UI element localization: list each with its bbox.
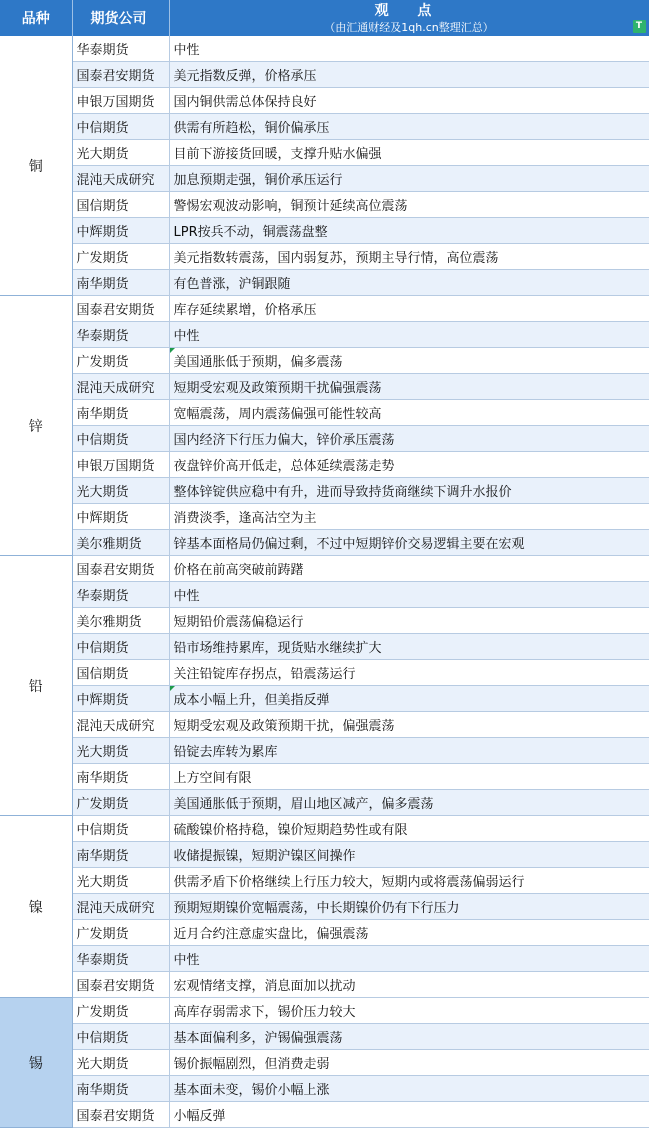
company-cell: 南华期货 bbox=[72, 842, 169, 868]
view-cell: 价格在前高突破前踌躇 bbox=[169, 556, 649, 582]
company-cell: 混沌天成研究 bbox=[72, 374, 169, 400]
table-row bbox=[0, 88, 649, 114]
company-cell: 南华期货 bbox=[72, 400, 169, 426]
company-cell: 中辉期货 bbox=[72, 218, 169, 244]
view-cell: 成本小幅上升，但美指反弹 bbox=[169, 686, 649, 712]
view-cell: LPR按兵不动，铜震荡盘整 bbox=[169, 218, 649, 244]
header-company: 期货公司 bbox=[72, 0, 169, 36]
company-cell: 广发期货 bbox=[72, 998, 169, 1024]
view-cell: 供需有所趋松，铜价偏承压 bbox=[169, 114, 649, 140]
table-row bbox=[0, 1102, 649, 1128]
company-cell: 国泰君安期货 bbox=[72, 296, 169, 322]
table-row bbox=[0, 842, 649, 868]
category-cell: 铅 bbox=[0, 556, 72, 816]
view-cell: 国内铜供需总体保持良好 bbox=[169, 88, 649, 114]
company-cell: 光大期货 bbox=[72, 868, 169, 894]
view-cell: 中性 bbox=[169, 582, 649, 608]
table-row bbox=[0, 478, 649, 504]
table-row bbox=[0, 920, 649, 946]
company-cell: 混沌天成研究 bbox=[72, 712, 169, 738]
view-cell: 中性 bbox=[169, 946, 649, 972]
table-row bbox=[0, 946, 649, 972]
view-cell: 上方空间有限 bbox=[169, 764, 649, 790]
company-cell: 中信期货 bbox=[72, 1024, 169, 1050]
view-cell: 库存延续累增，价格承压 bbox=[169, 296, 649, 322]
company-cell: 美尔雅期货 bbox=[72, 608, 169, 634]
table-row bbox=[0, 608, 649, 634]
view-cell: 预期短期镍价宽幅震荡，中长期镍价仍有下行压力 bbox=[169, 894, 649, 920]
table-row bbox=[0, 504, 649, 530]
view-cell: 宏观情绪支撑，消息面加以扰动 bbox=[169, 972, 649, 998]
table-row bbox=[0, 972, 649, 998]
company-cell: 国泰君安期货 bbox=[72, 556, 169, 582]
company-cell: 广发期货 bbox=[72, 920, 169, 946]
view-cell: 关注铅锭库存拐点，铅震荡运行 bbox=[169, 660, 649, 686]
company-cell: 广发期货 bbox=[72, 244, 169, 270]
category-cell: 锌 bbox=[0, 296, 72, 556]
view-cell: 有色普涨，沪铜跟随 bbox=[169, 270, 649, 296]
view-cell: 国内经济下行压力偏大，锌价承压震荡 bbox=[169, 426, 649, 452]
company-cell: 申银万国期货 bbox=[72, 88, 169, 114]
table-row bbox=[0, 686, 649, 712]
group-4 bbox=[0, 998, 649, 1128]
view-cell: 加息预期走强，铜价承压运行 bbox=[169, 166, 649, 192]
table-row bbox=[0, 582, 649, 608]
table-row bbox=[0, 374, 649, 400]
view-cell: 铅市场维持累库，现货贴水继续扩大 bbox=[169, 634, 649, 660]
view-cell: 消费淡季，逢高沽空为主 bbox=[169, 504, 649, 530]
company-cell: 中信期货 bbox=[72, 114, 169, 140]
table-row bbox=[0, 296, 649, 322]
view-cell: 短期受宏观及政策预期干扰偏强震荡 bbox=[169, 374, 649, 400]
table-header bbox=[0, 0, 649, 36]
category-cell: 镍 bbox=[0, 816, 72, 998]
table-row bbox=[0, 1076, 649, 1102]
view-cell: 高库存弱需求下，锡价压力较大 bbox=[169, 998, 649, 1024]
table-row bbox=[0, 322, 649, 348]
company-cell: 国泰君安期货 bbox=[72, 1102, 169, 1128]
view-cell: 短期受宏观及政策预期干扰，偏强震荡 bbox=[169, 712, 649, 738]
table-row bbox=[0, 348, 649, 374]
table-row bbox=[0, 1050, 649, 1076]
table-row bbox=[0, 36, 649, 62]
category-cell: 锡 bbox=[0, 998, 72, 1128]
table-row bbox=[0, 998, 649, 1024]
header-category: 品种 bbox=[0, 0, 72, 36]
company-cell: 华泰期货 bbox=[72, 946, 169, 972]
table-row bbox=[0, 400, 649, 426]
table-row bbox=[0, 894, 649, 920]
company-cell: 中信期货 bbox=[72, 426, 169, 452]
table-row bbox=[0, 790, 649, 816]
view-cell: 中性 bbox=[169, 322, 649, 348]
table-row bbox=[0, 556, 649, 582]
table-row bbox=[0, 816, 649, 842]
header-view-source: （由汇通财经及1qh.cn整理汇总） bbox=[324, 21, 494, 34]
company-cell: 南华期货 bbox=[72, 764, 169, 790]
category-cell: 铜 bbox=[0, 36, 72, 296]
company-cell: 国泰君安期货 bbox=[72, 62, 169, 88]
view-cell: 中性 bbox=[169, 36, 649, 62]
company-cell: 中辉期货 bbox=[72, 686, 169, 712]
table-row bbox=[0, 530, 649, 556]
table-row bbox=[0, 868, 649, 894]
view-cell: 硫酸镍价格持稳，镍价短期趋势性或有限 bbox=[169, 816, 649, 842]
company-cell: 中辉期货 bbox=[72, 504, 169, 530]
company-cell: 国信期货 bbox=[72, 660, 169, 686]
view-cell: 美元指数转震荡，国内弱复苏，预期主导行情，高位震荡 bbox=[169, 244, 649, 270]
company-cell: 中信期货 bbox=[72, 816, 169, 842]
view-cell: 美元指数反弹，价格承压 bbox=[169, 62, 649, 88]
view-cell: 收储提振镍，短期沪镍区间操作 bbox=[169, 842, 649, 868]
company-cell: 美尔雅期货 bbox=[72, 530, 169, 556]
company-cell: 光大期货 bbox=[72, 140, 169, 166]
view-cell: 美国通胀低于预期，偏多震荡 bbox=[169, 348, 649, 374]
view-cell: 基本面偏利多，沪锡偏强震荡 bbox=[169, 1024, 649, 1050]
view-cell: 铅锭去库转为累库 bbox=[169, 738, 649, 764]
view-cell: 短期铅价震荡偏稳运行 bbox=[169, 608, 649, 634]
company-cell: 中信期货 bbox=[72, 634, 169, 660]
company-cell: 混沌天成研究 bbox=[72, 894, 169, 920]
company-cell: 华泰期货 bbox=[72, 36, 169, 62]
view-cell: 整体锌锭供应稳中有升，进而导致持货商继续下调升水报价 bbox=[169, 478, 649, 504]
company-cell: 光大期货 bbox=[72, 738, 169, 764]
table-row bbox=[0, 660, 649, 686]
company-cell: 南华期货 bbox=[72, 1076, 169, 1102]
header-view bbox=[169, 0, 649, 36]
view-cell: 锌基本面格局仍偏过剩，不过中短期锌价交易逻辑主要在宏观 bbox=[169, 530, 649, 556]
table-row bbox=[0, 764, 649, 790]
table-row bbox=[0, 114, 649, 140]
group-1 bbox=[0, 296, 649, 556]
group-2 bbox=[0, 556, 649, 816]
table-row bbox=[0, 452, 649, 478]
view-cell: 警惕宏观波动影响，铜预计延续高位震荡 bbox=[169, 192, 649, 218]
view-cell: 夜盘锌价高开低走，总体延续震荡走势 bbox=[169, 452, 649, 478]
company-cell: 国信期货 bbox=[72, 192, 169, 218]
company-cell: 华泰期货 bbox=[72, 582, 169, 608]
company-cell: 南华期货 bbox=[72, 270, 169, 296]
company-cell: 混沌天成研究 bbox=[72, 166, 169, 192]
table-row bbox=[0, 270, 649, 296]
group-0 bbox=[0, 36, 649, 296]
view-cell: 基本面未变，锡价小幅上涨 bbox=[169, 1076, 649, 1102]
view-cell: 宽幅震荡，周内震荡偏强可能性较高 bbox=[169, 400, 649, 426]
company-cell: 华泰期货 bbox=[72, 322, 169, 348]
view-cell: 小幅反弹 bbox=[169, 1102, 649, 1128]
table-row bbox=[0, 218, 649, 244]
table-row bbox=[0, 244, 649, 270]
company-cell: 国泰君安期货 bbox=[72, 972, 169, 998]
company-cell: 广发期货 bbox=[72, 790, 169, 816]
table-row bbox=[0, 1024, 649, 1050]
table-row bbox=[0, 140, 649, 166]
table-row bbox=[0, 634, 649, 660]
view-cell: 供需矛盾下价格继续上行压力较大，短期内或将震荡偏弱运行 bbox=[169, 868, 649, 894]
view-cell: 近月合约注意虚实盘比，偏强震荡 bbox=[169, 920, 649, 946]
group-3 bbox=[0, 816, 649, 998]
company-cell: 光大期货 bbox=[72, 478, 169, 504]
table-row bbox=[0, 166, 649, 192]
table-row bbox=[0, 738, 649, 764]
company-cell: 申银万国期货 bbox=[72, 452, 169, 478]
table-row bbox=[0, 192, 649, 218]
table-row bbox=[0, 426, 649, 452]
view-cell: 美国通胀低于预期，眉山地区减产，偏多震荡 bbox=[169, 790, 649, 816]
header-view-title: 观 点 bbox=[374, 3, 444, 19]
view-cell: 锡价振幅剧烈，但消费走弱 bbox=[169, 1050, 649, 1076]
company-cell: 光大期货 bbox=[72, 1050, 169, 1076]
table-row bbox=[0, 712, 649, 738]
tag-icon[interactable]: T bbox=[633, 20, 646, 33]
table-row bbox=[0, 62, 649, 88]
company-cell: 广发期货 bbox=[72, 348, 169, 374]
view-cell: 目前下游接货回暖，支撑升贴水偏强 bbox=[169, 140, 649, 166]
